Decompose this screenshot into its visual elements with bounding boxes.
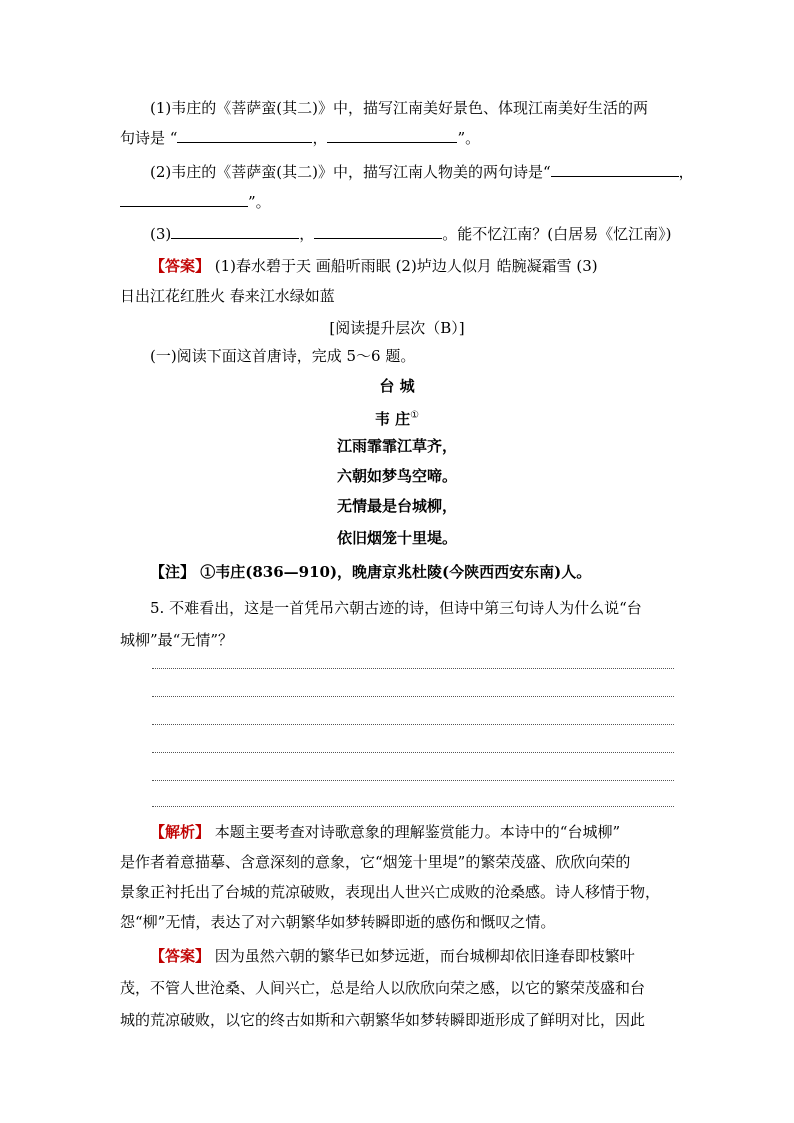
poem-title: 台 城 (379, 377, 415, 395)
footnote-marker: ① (410, 410, 420, 421)
analysis-line2: 是作者着意描摹、含意深刻的意象，它“烟笼十里堤”的繁荣茂盛、欣欣向荣的 (120, 853, 631, 871)
answer-tag: 【答案】 (150, 947, 211, 965)
answer1-line1: 【答案】 (1)春水碧于天 画船听雨眠 (2)垆边人似月 皓腕凝霜雪 (3) (120, 256, 680, 276)
analysis-line1: 【解析】 本题主要考查对诗歌意象的理解鉴赏能力。本诗中的“台城柳” (120, 822, 680, 842)
q2-line2: ”。 (120, 192, 680, 212)
blank-field[interactable] (177, 128, 312, 143)
answer-writing-line[interactable] (152, 752, 674, 753)
analysis-tag: 【解析】 (150, 823, 211, 841)
answer5-line3: 城的荒凉破败，以它的终古如斯和六朝繁华如梦转瞬即逝形成了鲜明对比，因此 (120, 1011, 646, 1029)
q1-line2: 句诗是 “ ， ”。 (120, 129, 481, 147)
analysis-line3: 景象正衬托出了台城的荒凉破败，表现出人世兴亡成败的沧桑感。诗人移情于物， (120, 883, 661, 901)
blank-field[interactable] (551, 162, 679, 177)
poem-line-3: 无情最是台城柳， (336, 497, 457, 515)
poem-line-1: 江雨霏霏江草齐， (336, 437, 457, 455)
note-tag: 【注】 (150, 563, 196, 581)
reading-intro: (一)阅读下面这首唐诗，完成 5～6 题。 (150, 347, 416, 365)
q5-line2: 城柳”最“无情”？ (120, 631, 234, 649)
q3-line: (3) ， 。能不忆江南？(白居易《忆江南》) (150, 225, 672, 243)
answer5-line2: 茂，不管人世沧桑、人间兴亡，总是给人以欣欣向荣之感，以它的繁荣茂盛和台 (120, 979, 646, 997)
poem-author: 韦 庄① (374, 410, 420, 428)
q5-line1: 5. 不难看出，这是一首凭吊六朝古迹的诗，但诗中第三句诗人为什么说“台 (150, 599, 642, 617)
answer-writing-line[interactable] (152, 696, 674, 697)
blank-field[interactable] (314, 224, 442, 239)
answer-writing-line[interactable] (152, 780, 674, 781)
answer-writing-line[interactable] (152, 668, 674, 669)
poem-line-2: 六朝如梦鸟空啼。 (336, 467, 457, 485)
answer-writing-line[interactable] (152, 806, 674, 807)
poem-line-4: 依旧烟笼十里堤。 (336, 529, 457, 547)
answer-tag: 【答案】 (150, 257, 211, 275)
q1-line1: (1)韦庄的《菩萨蛮(其二)》中，描写江南美好景色、体现江南美好生活的两 (150, 99, 648, 117)
q2-line1: (2)韦庄的《菩萨蛮(其二)》中，描写江南人物美的两句诗是“ ， (150, 163, 694, 181)
section-title: [阅读提升层次（B）] (329, 319, 465, 337)
analysis-line4: 怨“柳”无情，表达了对六朝繁华如梦转瞬即逝的感伤和慨叹之情。 (120, 913, 556, 931)
answer-writing-line[interactable] (152, 724, 674, 725)
answer5-line1: 【答案】 因为虽然六朝的繁华已如梦远逝，而台城柳却依旧逢春即枝繁叶 (120, 946, 680, 966)
poem-note: 【注】 ①韦庄(836—910)，晚唐京兆杜陵(今陕西西安东南)人。 (120, 562, 680, 582)
blank-field[interactable] (120, 192, 248, 207)
blank-field[interactable] (327, 128, 457, 143)
blank-field[interactable] (171, 224, 299, 239)
answer1-line2: 日出江花红胜火 春来江水绿如蓝 (120, 287, 335, 305)
